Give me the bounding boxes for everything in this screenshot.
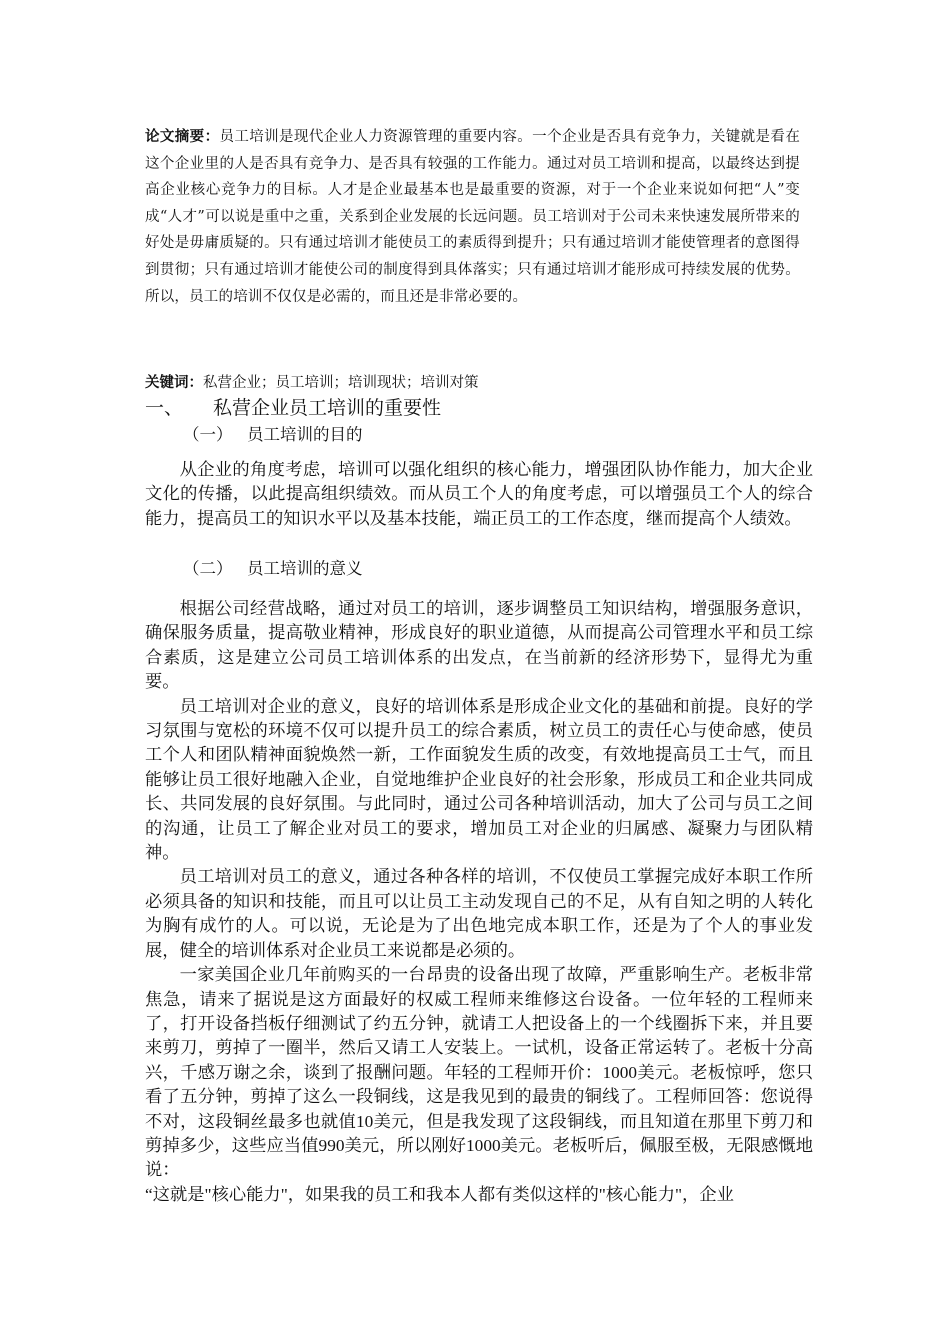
keywords-line [145, 372, 800, 394]
subsection-title: 员工培训的意义 [247, 559, 363, 578]
subsection-heading-2 [183, 557, 783, 581]
body-paragraph: 员工培训对企业的意义，良好的培训体系是形成企业文化的基础和前提。良好的学习氛围与宽松的环境不仅可以提升员工的综合素质，树立员工的责任心与使命感，使员工个人和团队精神面貌焕然一新，工作面貌发生质的改变，有效地提高员工士气，而且能够让员工很好地融入企业，自觉地维护企业良好的社会形象，形成员工和企业共同成长、共同发展的良好氛围。与此同时，通过公司各种培训活动，加大了公司与员工之间的沟通，让员工了解企业对员工的要求，增加员工对企业的归属感、凝聚力与团队精神。 [145, 696, 813, 863]
subsection-number: （一） [183, 425, 233, 444]
subsection-heading-1 [183, 423, 783, 447]
body-paragraph: 员工培训对员工的意义，通过各种各样的培训，不仅使员工掌握完成好本职工作所必须具备的知识和技能，而且可以让员工主动发现自己的不足，从有自知之明的人转化为胸有成竹的人。可以说，无论是为了出色地完成本职工作，还是为了个人的事业发展，健全的培训体系对企业员工来说都是必须的。 [145, 867, 813, 960]
abstract-label: 论文摘要： [145, 129, 220, 145]
body-paragraph: 从企业的角度考虑，培训可以强化组织的核心能力，增强团队协作能力，加大企业文化的传播，以此提高组织绩效。而从员工个人的角度考虑，可以增强员工个人的综合能力，提高员工的知识水平以及基本技能，端正员工的工作态度，继而提高个人绩效。 [145, 460, 813, 528]
keywords-label: 关键词： [145, 375, 203, 391]
abstract-paragraph [145, 124, 800, 310]
abstract-text: 员工培训是现代企业人力资源管理的重要内容。一个企业是否具有竞争力，关键就是看在这个企业里的人是否具有竞争力、是否具有较强的工作能力。通过对员工培训和提高，以最终达到提高企业核心竞争力的目标。人才是企业最基本也是最重要的资源，对于一个企业来说如何把“人”变成“人才”可以说是重中之重，关系到企业发展的长远问题。员工培训对于公司未来快速发展所带来的好处是毋庸质疑的。只有通过培训才能使员工的素质得到提升；只有通过培训才能使管理者的意图得到贯彻；只有通过培训才能使公司的制度得到具体落实；只有通过培训才能形成可持续发展的优势。所以，员工的培训不仅仅是必需的，而且还是非常必要的。 [145, 129, 801, 305]
quote-line: “这就是"核心能力"，如果我的员工和我本人都有类似这样的"核心能力"，企业 [145, 1184, 734, 1204]
keywords-text: 私营企业；员工培训；培训现状；培训对策 [203, 375, 479, 391]
section-title: 私营企业员工培训的重要性 [213, 397, 442, 419]
body-paragraph: 一家美国企业几年前购买的一台昂贵的设备出现了故障，严重影响生产。老板非常焦急，请来了据说是这方面最好的权威工程师来维修这台设备。一位年轻的工程师来了，打开设备挡板仔细测试了约五分钟，就请工人把设备上的一个线圈拆下来，并且要来剪刀，剪掉了一圈半，然后又请工人安装上。一试机，设备正常运转了。老板十分高兴，千感万谢之余，谈到了报酬问题。年轻的工程师开价：1000美元。老板惊呼，您只看了五分钟，剪掉了这么一段铜线，这是我见到的最贵的铜线了。工程师回答：您说得不对，这段铜丝最多也就值10美元，但是我发现了这段铜线，而且知道在那里下剪刀和剪掉多少，这些应当值990美元，所以刚好1000美元。老板听后，佩服至极，无限感慨地说： [145, 965, 813, 1180]
subsection-number: （二） [183, 559, 233, 578]
body-paragraph: 根据公司经营战略，通过对员工的培训，逐步调整员工知识结构，增强服务意识，确保服务质量，提高敬业精神，形成良好的职业道德，从而提高公司管理水平和员工综合素质，这是建立公司员工培训体系的出发点，在当前新的经济形势下，显得尤为重要。 [145, 599, 813, 692]
subsection-2-body [145, 597, 813, 1207]
subsection-title: 员工培训的目的 [247, 425, 363, 444]
subsection-1-body [145, 458, 813, 531]
section-number: 一、 [145, 397, 184, 419]
section-heading-1 [145, 394, 800, 422]
